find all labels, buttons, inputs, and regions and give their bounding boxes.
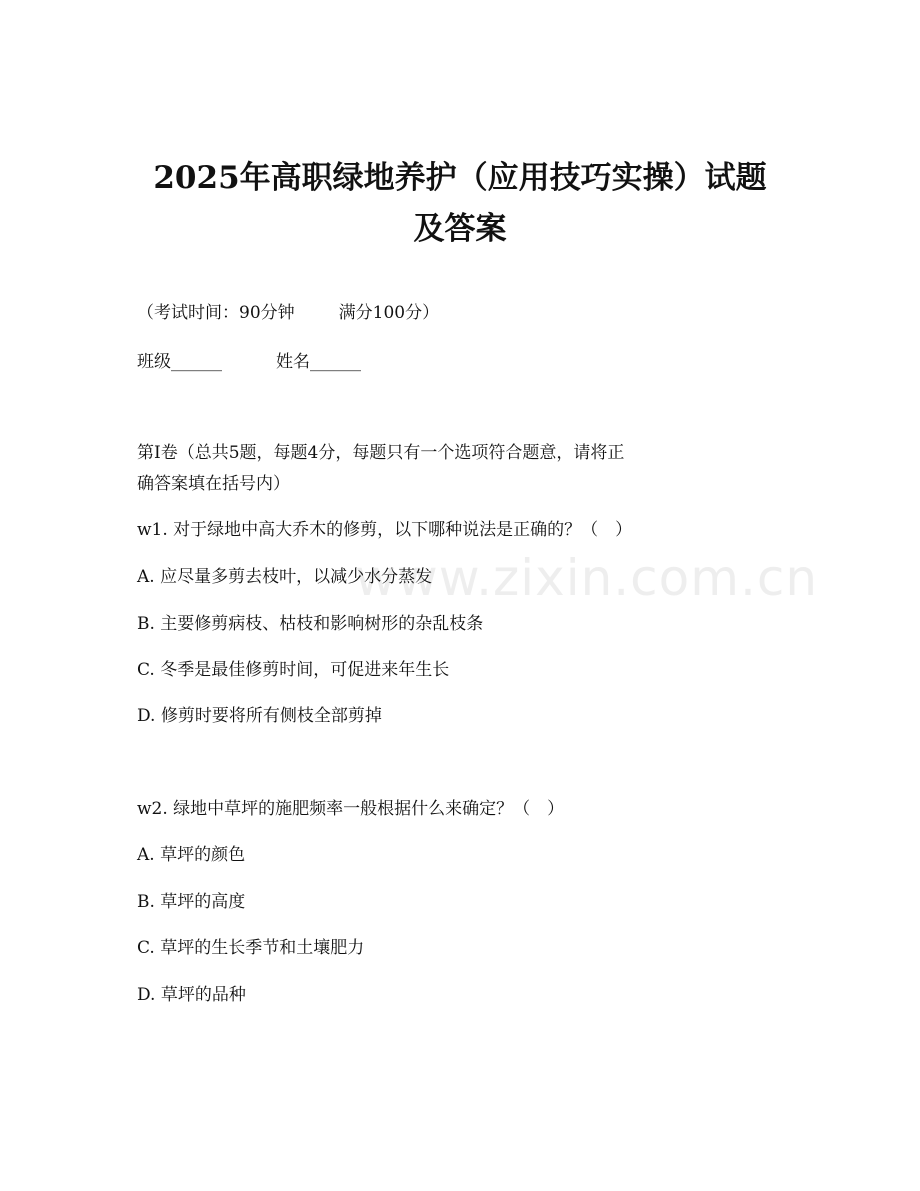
question-1-stem: w1. 对于绿地中高大乔木的修剪，以下哪种说法是正确的？（ ）: [137, 520, 633, 540]
section-instruction-line-2: 确答案填在括号内）: [137, 474, 290, 494]
question-2-stem: w2. 绿地中草坪的施肥频率一般根据什么来确定？（ ）: [137, 799, 565, 819]
document-title-line-2: 及答案: [413, 211, 507, 247]
question-2-option-b: B. 草坪的高度: [137, 892, 246, 912]
question-1-option-a: A. 应尽量多剪去枝叶，以减少水分蒸发: [137, 567, 433, 587]
student-fields: [137, 348, 361, 376]
question-2-option-c: C. 草坪的生长季节和土壤肥力: [137, 938, 365, 958]
question-2-option-d: D. 草坪的品种: [137, 985, 246, 1005]
question-1-option-c: C. 冬季是最佳修剪时间，可促进来年生长: [137, 660, 450, 680]
exam-info: [137, 299, 439, 327]
class-field: 班级______: [137, 352, 222, 372]
document-title-line-1: 2025年高职绿地养护（应用技巧实操）试题: [153, 160, 767, 196]
watermark: www.zixin.com.cn: [355, 549, 819, 607]
question-1-option-d: D. 修剪时要将所有侧枝全部剪掉: [137, 706, 382, 726]
exam-score: 满分100分）: [338, 303, 440, 323]
question-1-option-b: B. 主要修剪病枝、枯枝和影响树形的杂乱枝条: [137, 614, 484, 634]
question-2-option-a: A. 草坪的颜色: [137, 845, 246, 865]
exam-time: （考试时间：90分钟: [137, 303, 295, 323]
name-field: 姓名______: [276, 352, 361, 372]
section-instruction-line-1: 第Ⅰ卷（总共5题，每题4分，每题只有一个选项符合题意，请将正: [137, 443, 625, 463]
